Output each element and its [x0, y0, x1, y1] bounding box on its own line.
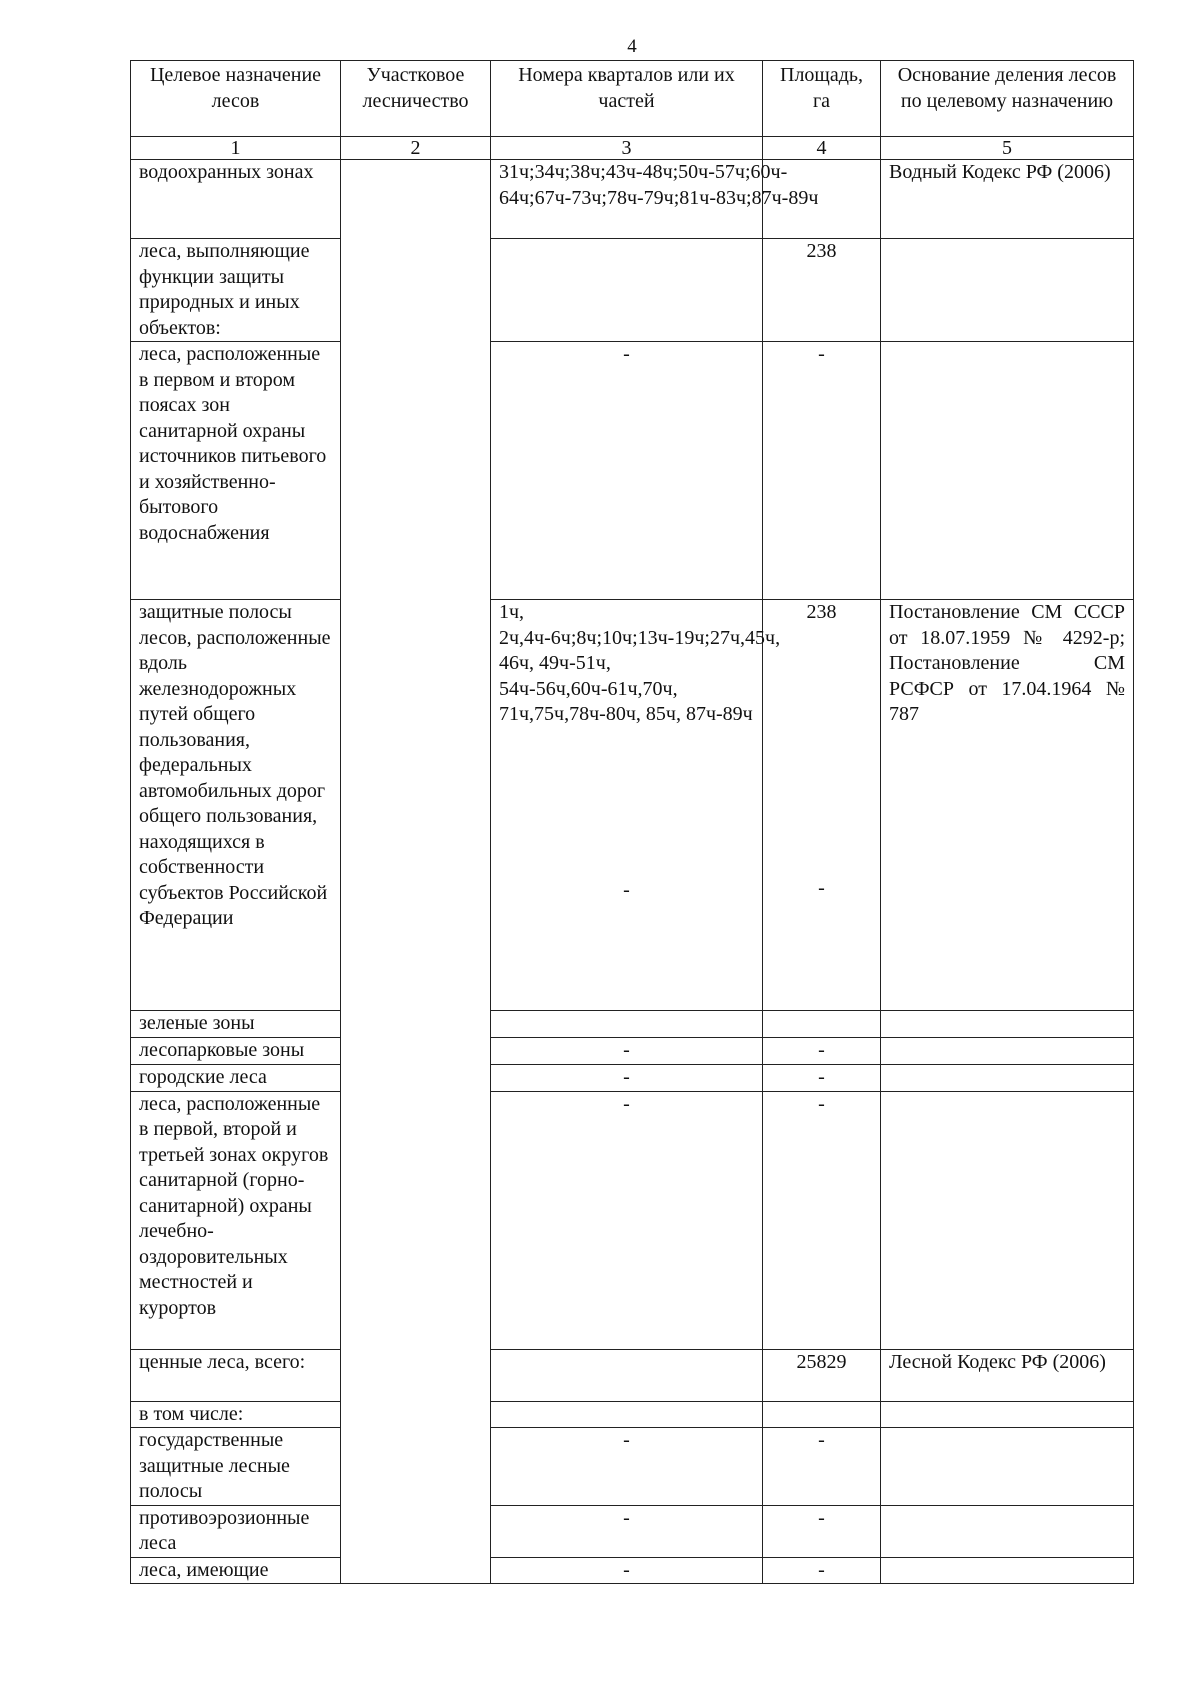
- table-row: [131, 239, 1134, 342]
- basis-cell: [881, 1037, 1134, 1064]
- area-cell: [763, 1401, 881, 1428]
- area-cell: [763, 1011, 881, 1038]
- basis-cell: [881, 1091, 1134, 1349]
- purpose-cell: зеленые зоны: [131, 1011, 341, 1038]
- quarters-cell: [491, 1011, 763, 1038]
- area-cell: [763, 600, 881, 1011]
- area-text: 238: [806, 601, 837, 623]
- table-row: [131, 1011, 1134, 1038]
- area-cell: -: [763, 1064, 881, 1091]
- area-cell: -: [763, 1428, 881, 1506]
- quarters-cell: [491, 1401, 763, 1428]
- table-row: [131, 1401, 1134, 1428]
- header-purpose: Целевое назначение лесов: [131, 61, 341, 137]
- table-row: [131, 1064, 1134, 1091]
- quarters-cell: -: [491, 1064, 763, 1091]
- column-number-row: [131, 137, 1134, 160]
- header-basis: Основание деления лесов по целевому назначению: [881, 61, 1134, 137]
- area-cell: 25829: [763, 1349, 881, 1401]
- basis-cell: [881, 1557, 1134, 1584]
- basis-cell: [881, 1401, 1134, 1428]
- purpose-cell: леса, имеющие: [131, 1557, 341, 1584]
- area-cell: 238: [763, 239, 881, 342]
- table-row: [131, 1091, 1134, 1349]
- basis-cell: [881, 1428, 1134, 1506]
- quarters-cell: -: [491, 1037, 763, 1064]
- quarters-cell: -: [491, 1091, 763, 1349]
- basis-cell: [881, 239, 1134, 342]
- district-cell: [341, 160, 491, 1584]
- basis-cell: Лесной Кодекс РФ (2006): [881, 1349, 1134, 1401]
- purpose-cell: леса, расположенные в первой, второй и третьей зонах округов санитарной (горно-санитарной) охраны лечебно-оздоровительных местностей и курортов: [131, 1091, 341, 1349]
- area-cell: -: [763, 1091, 881, 1349]
- basis-cell: [881, 1011, 1134, 1038]
- header-district: Участковое лесничество: [341, 61, 491, 137]
- purpose-cell: лесопарковые зоны: [131, 1037, 341, 1064]
- column-number: 4: [763, 137, 881, 160]
- header-area: Площадь, га: [763, 61, 881, 137]
- purpose-cell: государственные защитные лесные полосы: [131, 1428, 341, 1506]
- table-row: [131, 1557, 1134, 1584]
- page-number: 4: [627, 36, 637, 57]
- purpose-cell: ценные леса, всего:: [131, 1349, 341, 1401]
- purpose-cell: водоохранных зонах: [131, 160, 341, 239]
- area-cell: -: [763, 1037, 881, 1064]
- quarters-text: 1ч, 2ч,4ч-6ч;8ч;10ч;13ч-19ч;27ч,45ч, 46ч, 49ч-51ч, 54ч-56ч,60ч-61ч,70ч, 71ч,75ч,78ч-80ч, 85ч, 87ч-89ч: [499, 601, 781, 725]
- quarters-cell: -: [491, 1428, 763, 1506]
- table-row: [131, 160, 1134, 239]
- column-number: 2: [341, 137, 491, 160]
- purpose-cell: противоэрозионные леса: [131, 1505, 341, 1557]
- area-cell: -: [763, 1557, 881, 1584]
- purpose-cell: леса, расположенные в первом и втором поясах зон санитарной охраны источников питьевого и хозяйственно-бытового водоснабжения: [131, 342, 341, 600]
- table-row: [131, 1349, 1134, 1401]
- basis-cell: Постановление СМ СССР от 18.07.1959 № 4292-р; Постановление СМ РСФСР от 17.04.1964 № 787: [881, 600, 1134, 1011]
- table-row: [131, 600, 1134, 1011]
- purpose-cell: городские леса: [131, 1064, 341, 1091]
- purpose-cell: защитные полосы лесов, расположенные вдоль железнодорожных путей общего пользования, федеральных автомобильных дорог общего пользования, находящихся в собственности субъектов Российской Федерации: [131, 600, 341, 1011]
- area-cell: -: [763, 342, 881, 600]
- quarters-cell: 31ч;34ч;38ч;43ч-48ч;50ч-57ч;60ч- 64ч;67ч-73ч;78ч-79ч;81ч-83ч;87ч-89ч: [491, 160, 763, 239]
- table-row: [131, 1505, 1134, 1557]
- quarters-cell: -: [491, 1557, 763, 1584]
- quarters-cell: [491, 600, 781, 1011]
- area-dash: -: [818, 876, 825, 899]
- quarters-dash: -: [623, 878, 630, 901]
- basis-cell: [881, 1505, 1134, 1557]
- quarters-cell: -: [491, 1505, 763, 1557]
- column-number: 5: [881, 137, 1134, 160]
- quarters-cell: [491, 1349, 763, 1401]
- purpose-cell: леса, выполняющие функции защиты природных и иных объектов:: [131, 239, 341, 342]
- forest-purpose-table: [130, 60, 1134, 1584]
- table-row: [131, 1037, 1134, 1064]
- purpose-cell: в том числе:: [131, 1401, 341, 1428]
- quarters-cell: -: [491, 342, 763, 600]
- header-row: [131, 61, 1134, 137]
- basis-cell: [881, 342, 1134, 600]
- quarters-cell: [491, 239, 763, 342]
- area-cell: -: [763, 1505, 881, 1557]
- table-row: [131, 342, 1134, 600]
- column-number: 1: [131, 137, 341, 160]
- basis-cell: Водный Кодекс РФ (2006): [881, 160, 1134, 239]
- column-number: 3: [491, 137, 763, 160]
- basis-cell: [881, 1064, 1134, 1091]
- table-row: [131, 1428, 1134, 1506]
- header-quarters: Номера кварталов или их частей: [491, 61, 763, 137]
